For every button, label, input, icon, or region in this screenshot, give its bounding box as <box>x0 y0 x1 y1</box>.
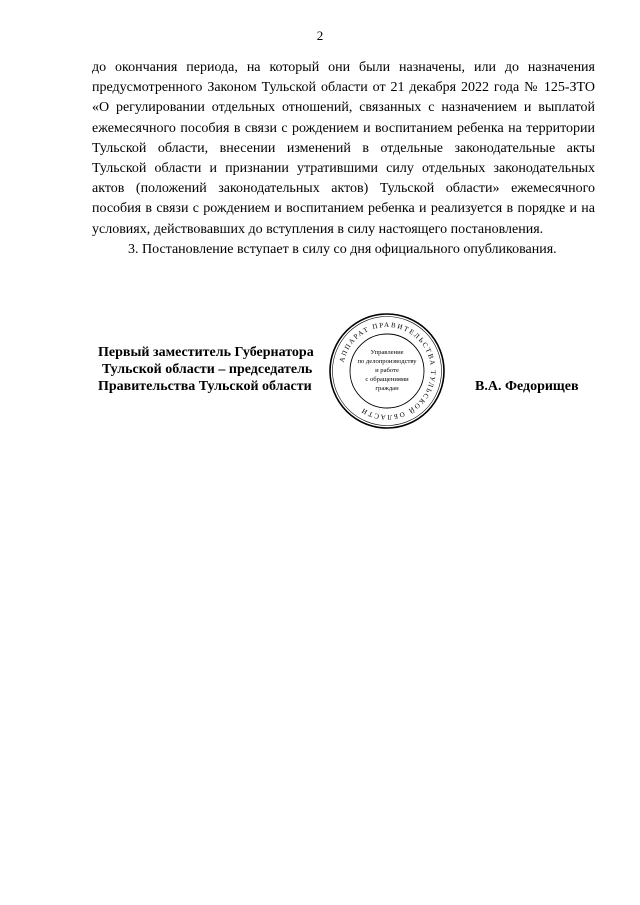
signatory-name: В.А. Федорищев <box>475 379 579 394</box>
paragraph-item-3: 3. Постановление вступает в силу со дня официального опубликования. <box>128 241 557 257</box>
stamp-center-line-4: с обращениями <box>365 376 409 383</box>
stamp-ring-text: АППАРАТ ПРАВИТЕЛЬСТВА ТУЛЬСКОЙ ОБЛАСТИ <box>337 320 438 422</box>
stamp-center-line-1: Управление <box>370 349 404 356</box>
signatory-title-line-1: Первый заместитель Губернатора <box>98 345 314 360</box>
paragraph-continuation: до окончания периода, на который они были назначены, или до назначения предусмотренного Законом Тульской области от 21 декабря 2022 года № 125-ЗТО «О регулировании отдельных отношений, связанных с назначением и выплатой ежемесячного пособия в связи с рождением и воспитанием ребенка на территории Тульской области, внесении изменений в отдельные законодательные акты Тульской области и признании утратившими силу отдельных законодательных актов (положений законодательных актов) Тульской области» ежемесячного пособия в связи с рождением и воспитанием ребенка и реализуется в порядке и на условиях, действовавших до вступления в силу настоящего постановления. <box>92 60 595 237</box>
signatory-title-line-2: Тульской области – председатель <box>102 362 313 377</box>
signatory-title <box>98 344 314 395</box>
signatory-title-line-3: Правительства Тульской области <box>98 379 312 394</box>
document-body <box>92 58 595 260</box>
stamp-graphic <box>328 312 446 430</box>
page-number: 2 <box>316 28 324 43</box>
stamp-center-line-2: по делопроизводству <box>357 358 417 365</box>
official-stamp <box>328 312 446 430</box>
stamp-center-line-3: и работе <box>375 367 399 374</box>
stamp-center-line-5: граждан <box>375 385 399 392</box>
